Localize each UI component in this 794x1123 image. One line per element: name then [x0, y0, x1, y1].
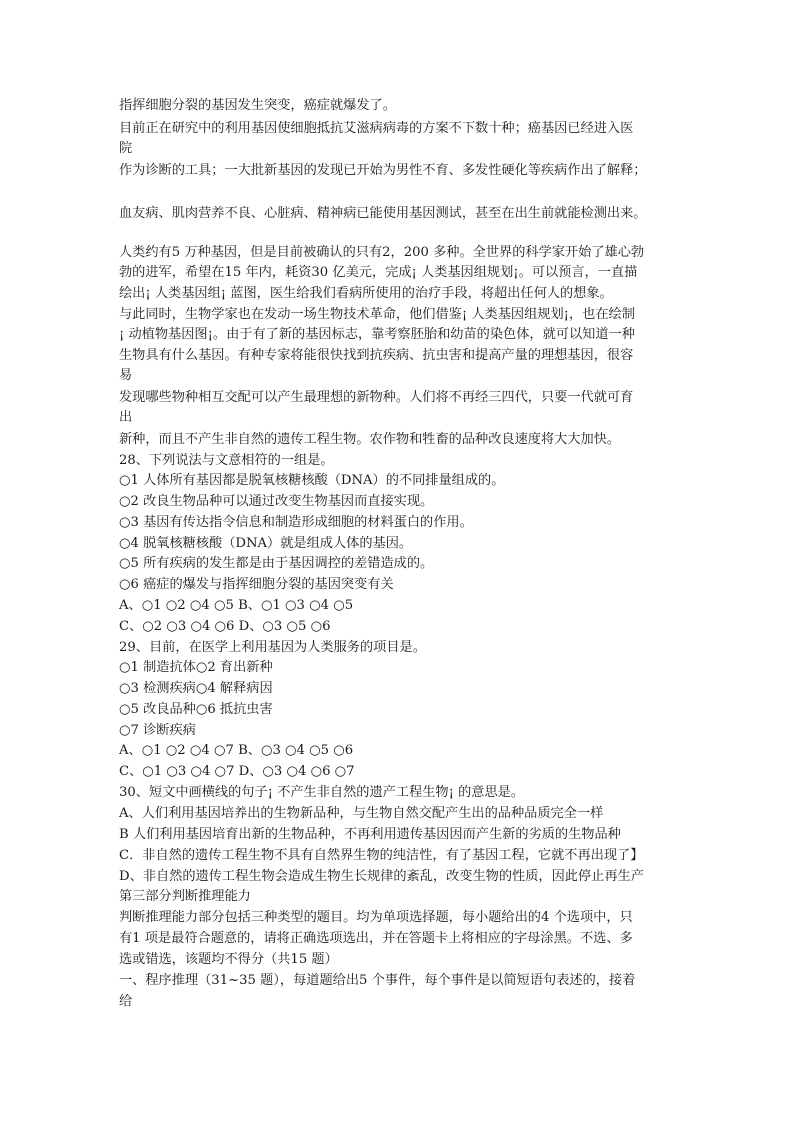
- answer-option: A、人们利用基因培养出的生物新品种，与生物自然交配产生出的品种品质完全一样: [119, 806, 604, 821]
- answer-choices: A、○1 ○2 ○4 ○5 B、○1 ○3 ○4 ○5: [119, 598, 354, 613]
- text-line: 出: [119, 410, 133, 425]
- question-28: 28、下列说法与文意相符的一组是。: [119, 453, 334, 468]
- text-line: ¡ 动植物基因图¡。由于有了新的基因标志，靠考察胚胎和幼苗的染色体，就可以知道一种: [119, 327, 635, 342]
- option-item: ○2 改良生物品种可以通过改变生物基因而直接实现。: [119, 494, 434, 509]
- answer-option: B 人们利用基因培育出新的生物品种，不再利用遗传基因因而产生新的劣质的生物品种: [119, 827, 621, 842]
- option-item: ○5 改良品种○6 抵抗虫害: [119, 702, 273, 717]
- text-line: 易: [119, 368, 133, 383]
- text-line: 人类约有5 万种基因，但是目前被确认的只有2，200 多种。全世界的科学家开始了雄心勃: [119, 245, 645, 260]
- answer-option: C．非自然的遗传工程生物不具有自然界生物的纯洁性，有了基因工程，它就不再出现了】: [119, 848, 644, 863]
- option-item: ○3 检测疾病○4 解释病因: [119, 681, 273, 696]
- text-line: 作为诊断的工具；一大批新基因的发现已开始为男性不育、多发性硬化等疾病作出了解释；: [119, 163, 647, 178]
- text-line: 一、程序推理（31~35 题），每道题给出5 个事件，每个事件是以简短语句表述的，接着: [119, 973, 636, 988]
- option-item: ○5 所有疾病的发生都是由于基因调控的差错造成的。: [119, 556, 434, 571]
- option-item: ○3 基因有传达指令信息和制造形成细胞的材料蛋白的作用。: [119, 515, 473, 530]
- text-line: 选或错选，该题均不得分（共15 题）: [119, 952, 338, 967]
- option-item: ○6 癌症的爆发与指挥细胞分裂的基因突变有关: [119, 577, 394, 592]
- answer-choices: C、○2 ○3 ○4 ○6 D、○3 ○5 ○6: [119, 619, 331, 634]
- text-line: 指挥细胞分裂的基因发生突变，癌症就爆发了。: [119, 98, 396, 113]
- text-line: 生物具有什么基因。有种专家将能很快找到抗疾病、抗虫害和提高产量的理想基因，很容: [119, 348, 634, 363]
- option-item: ○1 人体所有基因都是脱氧核糖核酸（DNA）的不同排量组成的。: [119, 473, 505, 488]
- text-line: 发现哪些物种相互交配可以产生最理想的新物种。人们将不再经三四代，只要一代就可育: [119, 390, 634, 405]
- text-line: 有1 项是最符合题意的，请将正确选项选出，并在答题卡上将相应的字母涂黑。不选、多: [119, 931, 633, 946]
- answer-choices: C、○1 ○3 ○4 ○7 D、○3 ○4 ○6 ○7: [119, 764, 355, 779]
- text-line: 目前正在研究中的利用基因使细胞抵抗艾滋病病毒的方案不下数十种；癌基因已经进入医: [119, 121, 634, 136]
- text-line: 血友病、肌肉营养不良、心脏病、精神病已能使用基因测试，甚至在出生前就能检测出来。: [119, 206, 647, 221]
- option-item: ○7 诊断疾病: [119, 723, 196, 738]
- option-item: ○1 制造抗体○2 育出新种: [119, 660, 273, 675]
- text-line: 与此同时，生物学家也在发动一场生物技术革命，他们借鉴¡ 人类基因组规划¡，也在绘制: [119, 307, 635, 322]
- text-line: 勃的进军，希望在15 年内，耗资30 亿美元，完成¡ 人类基因组规划¡。可以预言，一直描: [119, 265, 638, 280]
- text-line: 新种，而且不产生非自然的遗传工程生物。农作物和牲畜的品种改良速度将大大加快。: [119, 432, 621, 447]
- answer-option: D、非自然的遗传工程生物会造成生物生长规律的紊乱，改变生物的性质，因此停止再生产: [119, 869, 644, 884]
- text-line: 给: [119, 994, 133, 1009]
- question-30: 30、短文中画横线的句子¡ 不产生非自然的遗产工程生物¡ 的意思是。: [119, 785, 525, 800]
- option-item: ○4 脱氧核糖核酸（DNA）就是组成人体的基因。: [119, 536, 413, 551]
- text-line: 院: [119, 141, 133, 156]
- text-line: 判断推理能力部分包括三种类型的题目。均为单项选择题，每小题给出的4 个选项中，只: [119, 910, 633, 925]
- text-line: 绘出¡ 人类基因组¡ 蓝图，医生给我们看病所使用的治疗手段，将超出任何人的想象。: [119, 286, 613, 301]
- question-29: 29、目前，在医学上利用基因为人类服务的项目是。: [119, 640, 426, 655]
- answer-choices: A、○1 ○2 ○4 ○7 B、○3 ○4 ○5 ○6: [119, 743, 354, 758]
- section-heading: 第三部分判断推理能力: [119, 889, 251, 904]
